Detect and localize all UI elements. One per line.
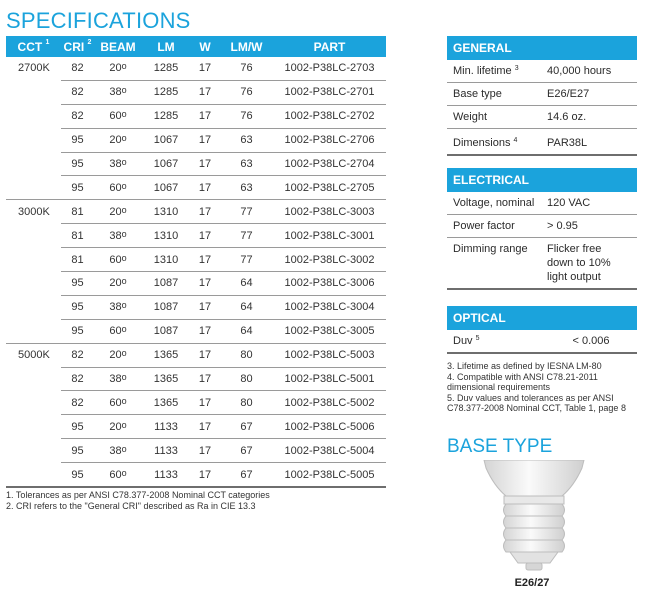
page-title: SPECIFICATIONS	[6, 8, 191, 33]
table-row	[6, 200, 386, 224]
part-number-cell: 1002-P38LC-3003	[273, 200, 386, 224]
beam-cell: 60$^o$	[94, 248, 142, 272]
footnote: 4. Compatible with ANSI C78.21-2011 dimensional requirements	[447, 371, 598, 392]
efficacy-cell: 67	[220, 415, 273, 439]
efficacy-cell: 80	[220, 343, 273, 367]
watts-cell: 17	[190, 128, 220, 152]
efficacy-cell: 64	[220, 295, 273, 319]
cri-cell: 81	[61, 248, 94, 272]
cri-cell: 95	[61, 272, 94, 296]
part-number-cell: 1002-P38LC-2701	[273, 80, 386, 104]
table-row	[447, 60, 637, 83]
cct-cell: 5000K	[18, 349, 50, 362]
footnote: 3. Lifetime as defined by IESNA LM-80	[447, 361, 602, 371]
efficacy-cell: 64	[220, 272, 273, 296]
beam-cell: 20$^o$	[94, 343, 142, 367]
efficacy-cell: 76	[220, 104, 273, 128]
spec-label: Duv $^5$	[447, 330, 539, 353]
degree-symbol: o	[121, 180, 127, 191]
spec-value: > 0.95	[539, 215, 637, 238]
watts-cell: 17	[190, 200, 220, 224]
spec-label: Weight	[447, 106, 539, 129]
watts-cell: 17	[190, 248, 220, 272]
cct-cell: 2700K	[18, 62, 50, 75]
watts-cell: 17	[190, 391, 220, 415]
cct-cell	[6, 152, 61, 176]
part-number-cell: 1002-P38LC-5003	[273, 343, 386, 367]
cri-cell: 81	[61, 224, 94, 248]
beam-cell: 60$^o$	[94, 176, 142, 200]
spec-label: Base type	[447, 83, 539, 106]
degree-symbol: o	[121, 300, 127, 311]
degree-symbol: o	[121, 443, 127, 454]
header-cct: CCT $^1$	[6, 36, 61, 57]
table-row	[6, 391, 386, 415]
table-row	[6, 343, 386, 367]
efficacy-cell: 77	[220, 200, 273, 224]
cri-cell: 95	[61, 176, 94, 200]
cri-cell: 95	[61, 415, 94, 439]
cct-cell	[6, 391, 61, 415]
base-type-title: BASE TYPE	[447, 436, 553, 457]
degree-symbol: o	[121, 276, 127, 287]
spec-label: Min. lifetime $^3$	[447, 60, 539, 83]
beam-cell: 60$^o$	[94, 463, 142, 487]
beam-cell: 60$^o$	[94, 104, 142, 128]
lm-cell: 1087	[142, 295, 190, 319]
efficacy-cell: 63	[220, 152, 273, 176]
watts-cell: 17	[190, 463, 220, 487]
electrical-title: ELECTRICAL	[447, 168, 637, 192]
footnotes-right	[447, 361, 647, 414]
cct-cell	[6, 176, 61, 200]
watts-cell: 17	[190, 57, 220, 80]
spec-label: Dimensions $^4$	[447, 129, 539, 156]
cri-cell: 82	[61, 104, 94, 128]
footnote: 2. CRI refers to the "General CRI" described as Ra in CIE 13.3	[6, 501, 256, 511]
cct-cell	[6, 128, 61, 152]
spec-value: 14.6 oz.	[539, 106, 637, 129]
degree-symbol: o	[121, 204, 127, 215]
beam-cell: 20$^o$	[94, 57, 142, 80]
table-row	[447, 238, 637, 290]
efficacy-cell: 67	[220, 439, 273, 463]
part-number-cell: 1002-P38LC-3005	[273, 319, 386, 343]
efficacy-cell: 63	[220, 128, 273, 152]
footnotes-left	[6, 490, 270, 512]
electrical-table	[447, 168, 637, 290]
watts-cell: 17	[190, 224, 220, 248]
table-row	[447, 106, 637, 129]
cct-cell	[6, 272, 61, 296]
table-row	[6, 319, 386, 343]
spec-value: 120 VAC	[539, 192, 637, 215]
part-number-cell: 1002-P38LC-5001	[273, 367, 386, 391]
watts-cell: 17	[190, 367, 220, 391]
cct-cell	[6, 415, 61, 439]
cct-cell	[6, 319, 61, 343]
part-number-cell: 1002-P38LC-3001	[273, 224, 386, 248]
lm-cell: 1285	[142, 80, 190, 104]
efficacy-cell: 76	[220, 57, 273, 80]
lm-cell: 1310	[142, 248, 190, 272]
cri-cell: 82	[61, 57, 94, 80]
specifications-body	[6, 57, 386, 487]
beam-cell: 38$^o$	[94, 295, 142, 319]
table-row	[447, 83, 637, 106]
table-row	[6, 415, 386, 439]
header-part: PART	[273, 36, 386, 57]
lm-cell: 1067	[142, 128, 190, 152]
beam-cell: 38$^o$	[94, 152, 142, 176]
lm-cell: 1133	[142, 439, 190, 463]
table-row	[6, 104, 386, 128]
watts-cell: 17	[190, 295, 220, 319]
spec-value: < 0.006	[539, 330, 637, 353]
cri-cell: 95	[61, 152, 94, 176]
header-w: W	[190, 36, 220, 57]
table-row	[6, 439, 386, 463]
table-row	[6, 295, 386, 319]
beam-cell: 20$^o$	[94, 128, 142, 152]
general-table	[447, 36, 637, 156]
watts-cell: 17	[190, 343, 220, 367]
efficacy-cell: 64	[220, 319, 273, 343]
cct-cell	[6, 104, 61, 128]
degree-symbol: o	[121, 157, 127, 167]
lm-cell: 1133	[142, 415, 190, 439]
cct-cell	[6, 439, 61, 463]
efficacy-cell: 67	[220, 463, 273, 487]
cct-cell	[6, 80, 61, 104]
efficacy-cell: 77	[220, 224, 273, 248]
base-type-caption: E26/27	[514, 577, 550, 589]
part-number-cell: 1002-P38LC-2702	[273, 104, 386, 128]
lm-cell: 1285	[142, 57, 190, 80]
part-number-cell: 1002-P38LC-5002	[273, 391, 386, 415]
table-row	[6, 176, 386, 200]
table-row	[6, 152, 386, 176]
cct-cell	[6, 367, 61, 391]
spec-label: Dimming range	[447, 238, 539, 290]
beam-cell: 38$^o$	[94, 224, 142, 248]
beam-cell: 38$^o$	[94, 367, 142, 391]
degree-symbol: o	[121, 324, 127, 335]
table-row	[6, 80, 386, 104]
header-lm: LM	[142, 36, 190, 57]
part-number-cell: 1002-P38LC-5004	[273, 439, 386, 463]
part-number-cell: 1002-P38LC-2706	[273, 128, 386, 152]
watts-cell: 17	[190, 176, 220, 200]
header-beam: BEAM	[94, 36, 142, 57]
part-number-cell: 1002-P38LC-5005	[273, 463, 386, 487]
lm-cell: 1365	[142, 391, 190, 415]
watts-cell: 17	[190, 152, 220, 176]
beam-cell: 60$^o$	[94, 391, 142, 415]
efficacy-cell: 77	[220, 248, 273, 272]
watts-cell: 17	[190, 104, 220, 128]
cct-cell	[6, 295, 61, 319]
efficacy-cell: 76	[220, 80, 273, 104]
efficacy-cell: 80	[220, 367, 273, 391]
beam-cell: 20$^o$	[94, 272, 142, 296]
lm-cell: 1285	[142, 104, 190, 128]
beam-cell: 60$^o$	[94, 319, 142, 343]
degree-symbol: o	[121, 348, 127, 359]
watts-cell: 17	[190, 272, 220, 296]
cri-cell: 95	[61, 295, 94, 319]
optical-table	[447, 306, 637, 354]
degree-symbol: o	[121, 419, 127, 430]
part-number-cell: 1002-P38LC-3002	[273, 248, 386, 272]
table-row	[447, 215, 637, 238]
header-cri: CRI $^2$	[61, 36, 94, 57]
optical-title: OPTICAL	[447, 306, 637, 330]
cri-cell: 95	[61, 463, 94, 487]
spec-label: Power factor	[447, 215, 539, 238]
spec-label: Voltage, nominal	[447, 192, 539, 215]
beam-cell: 20$^o$	[94, 415, 142, 439]
specifications-table	[6, 36, 386, 488]
spec-value: Flicker free down to 10% light output	[539, 238, 637, 290]
lm-cell: 1087	[142, 272, 190, 296]
degree-symbol: o	[121, 395, 127, 406]
cri-cell: 95	[61, 439, 94, 463]
cct-cell: 3000K	[18, 205, 50, 218]
cri-cell: 82	[61, 80, 94, 104]
lm-cell: 1310	[142, 224, 190, 248]
table-row	[6, 224, 386, 248]
cri-cell: 82	[61, 391, 94, 415]
cct-cell	[6, 248, 61, 272]
cri-cell: 82	[61, 343, 94, 367]
degree-symbol: o	[121, 228, 127, 239]
lm-cell: 1087	[142, 319, 190, 343]
part-number-cell: 1002-P38LC-2704	[273, 152, 386, 176]
part-number-cell: 1002-P38LC-3006	[273, 272, 386, 296]
lm-cell: 1067	[142, 152, 190, 176]
degree-symbol: o	[121, 372, 127, 383]
cri-cell: 95	[61, 128, 94, 152]
degree-symbol: o	[121, 85, 127, 96]
table-row	[447, 330, 637, 353]
cri-cell: 81	[61, 200, 94, 224]
lm-cell: 1133	[142, 463, 190, 487]
lm-cell: 1365	[142, 367, 190, 391]
degree-symbol: o	[121, 109, 127, 120]
footnote: 5. Duv values and tolerances as per ANSI C78.377-2008 Nominal CCT, Table 1, page 8	[447, 392, 626, 413]
beam-cell: 38$^o$	[94, 439, 142, 463]
table-row	[6, 367, 386, 391]
beam-cell: 38$^o$	[94, 80, 142, 104]
degree-symbol: o	[121, 61, 127, 72]
header-lmw: LM/W	[220, 36, 273, 57]
table-row	[6, 272, 386, 296]
part-number-cell: 1002-P38LC-3004	[273, 295, 386, 319]
table-row	[447, 192, 637, 215]
table-row	[6, 128, 386, 152]
watts-cell: 17	[190, 439, 220, 463]
table-row	[447, 129, 637, 156]
cct-cell	[6, 463, 61, 487]
efficacy-cell: 63	[220, 176, 273, 200]
cct-cell	[6, 224, 61, 248]
watts-cell: 17	[190, 319, 220, 343]
watts-cell: 17	[190, 80, 220, 104]
lm-cell: 1310	[142, 200, 190, 224]
table-row	[6, 463, 386, 487]
table-row	[6, 57, 386, 80]
part-number-cell: 1002-P38LC-2703	[273, 57, 386, 80]
table-row	[6, 248, 386, 272]
cri-cell: 95	[61, 319, 94, 343]
spec-value: E26/E27	[539, 83, 637, 106]
lm-cell: 1365	[142, 343, 190, 367]
degree-symbol: o	[121, 252, 127, 263]
beam-cell: 20$^o$	[94, 200, 142, 224]
part-number-cell: 1002-P38LC-2705	[273, 176, 386, 200]
footnote: 1. Tolerances as per ANSI C78.377-2008 Nominal CCT categories	[6, 490, 270, 500]
spec-value: PAR38L	[539, 129, 637, 156]
spec-value: 40,000 hours	[539, 60, 637, 83]
e26-base-drawing	[474, 460, 594, 575]
part-number-cell: 1002-P38LC-5006	[273, 415, 386, 439]
cri-cell: 82	[61, 367, 94, 391]
degree-symbol: o	[121, 133, 127, 144]
lm-cell: 1067	[142, 176, 190, 200]
table-header-row	[6, 36, 386, 57]
degree-symbol: o	[121, 467, 127, 478]
efficacy-cell: 80	[220, 391, 273, 415]
watts-cell: 17	[190, 415, 220, 439]
general-title: GENERAL	[447, 36, 637, 60]
